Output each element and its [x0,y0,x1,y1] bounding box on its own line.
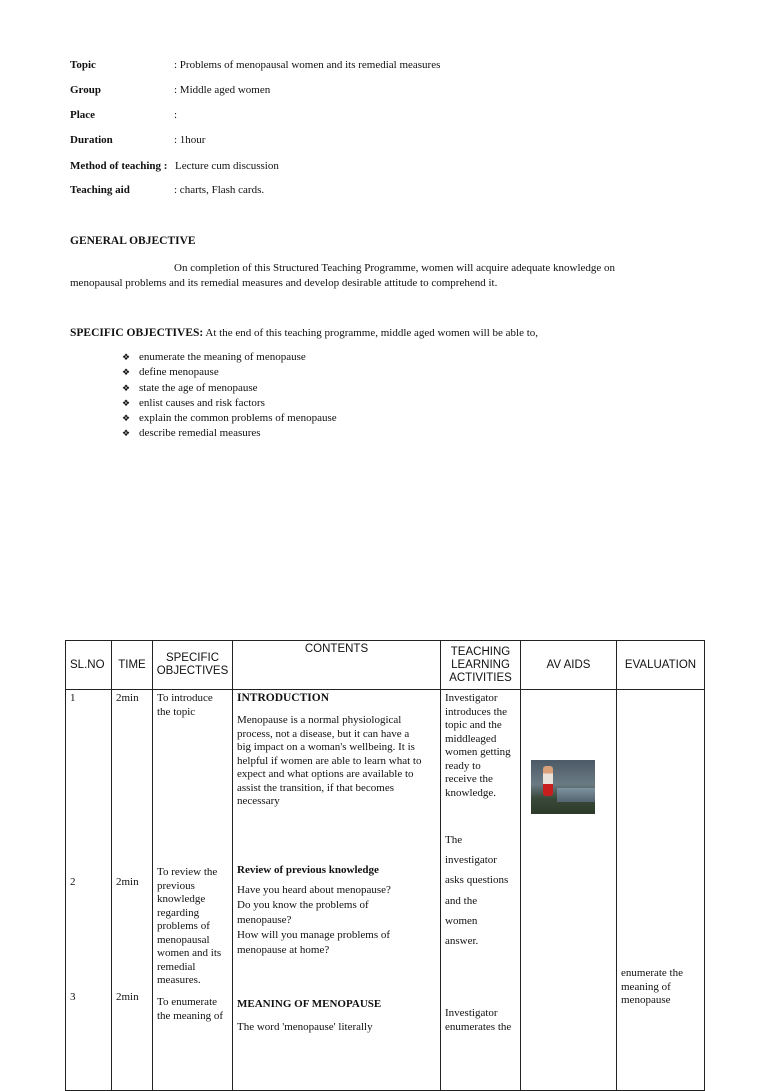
meaning-text: The word 'menopause' literally [237,1021,373,1033]
table-row [66,690,705,1091]
general-objective-heading: GENERAL OBJECTIVE [70,235,196,247]
meta-value-duration: : 1hour [174,134,206,146]
objectives-cell [153,690,233,1091]
lesson-plan-table [65,640,705,1091]
meaning-heading: MEANING OF MENOPAUSE [237,998,382,1010]
header-time: TIME [112,641,153,690]
meta-label-duration: Duration [70,134,113,146]
general-objective-line2: menopausal problems and its remedial measures and develop desirable attitude to comprehend it. [70,277,498,289]
diamond-bullet-icon: ❖ [122,368,131,379]
meta-label-method: Method of teaching : [70,160,168,172]
list-item: ❖ explain the common problems of menopause [122,411,337,426]
activity-1: Investigator introduces the topic and the middleaged women getting ready to receive the knowledge. [445,692,511,799]
list-item: ❖ state the age of menopause [122,381,337,396]
sl-no-3: 3 [70,991,76,1003]
meta-value-place: : [174,109,178,121]
general-objective-line1: On completion of this Structured Teaching Programme, women will acquire adequate knowledge on [174,262,616,274]
evaluation-cell [617,690,705,1091]
meta-value-method: Lecture cum discussion [175,160,279,172]
header-av-aids: AV AIDS [521,641,617,690]
activity-2: The investigator asks questions and the women answer. [445,834,509,948]
diamond-bullet-icon: ❖ [122,414,131,425]
list-item: ❖ enlist causes and risk factors [122,396,337,411]
time-cell [112,690,153,1091]
list-item: ❖ describe remedial measures [122,426,337,441]
header-contents: CONTENTS [233,641,441,690]
diamond-bullet-icon: ❖ [122,383,131,394]
header-evaluation: EVALUATION [617,641,705,690]
meta-label-place: Place [70,109,96,121]
activity-3: Investigator enumerates the [445,1007,512,1033]
meta-value-group: : Middle aged women [174,84,271,96]
teaching-activities-cell [441,690,521,1091]
sl-no-2: 2 [70,876,76,888]
meta-label-group: Group [70,84,101,96]
intro-text: Menopause is a normal physiological process, not a disease, but it can have a big impact on a woman's wellbeing. It is helpful if women are able to learn what to expect and what options are available to assist the transition, if that becomes necessary [237,714,422,807]
specific-objectives-paragraph [70,325,538,341]
sl-no-1: 1 [70,692,76,704]
meta-value-topic: : Problems of menopausal women and its remedial measures [174,59,441,71]
meta-label-topic: Topic [70,59,96,71]
specific-objectives-heading: SPECIFIC OBJECTIVES: [70,327,204,339]
diamond-bullet-icon: ❖ [122,429,131,440]
header-teaching-learning-activities: TEACHING LEARNING ACTIVITIES [441,641,521,690]
time-3: 2min [116,991,139,1003]
time-1: 2min [116,692,139,704]
diamond-bullet-icon: ❖ [122,353,131,363]
specific-objectives-intro: At the end of this teaching programme, middle aged women will be able to, [203,327,539,339]
evaluation-1: enumerate the meaning of menopause [621,967,683,1006]
list-item: ❖ define menopause [122,365,337,380]
objective-1: To introduce the topic [157,692,213,718]
meta-label-teaching-aid: Teaching aid [70,184,130,196]
flash-card-photo [531,760,595,814]
objective-3: To enumerate the meaning of [157,996,223,1022]
header-specific-objectives: SPECIFIC OBJECTIVES [153,641,233,690]
meta-value-teaching-aid: : charts, Flash cards. [174,184,265,196]
diamond-bullet-icon: ❖ [122,398,131,409]
specific-objectives-list [122,350,337,442]
sl-no-cell [66,690,112,1091]
review-text: Have you heard about menopause? Do you know the problems of menopause? How will you manage problems of menopause at home? [237,884,391,956]
contents-cell [233,690,441,1091]
intro-heading: INTRODUCTION [237,692,330,704]
photo-figure [543,766,553,796]
photo-water [557,788,595,802]
table-header-row [66,641,705,690]
av-aids-cell [521,690,617,1091]
objective-2: To review the previous knowledge regarding problems of menopausal women and its remedial measures. [157,866,222,986]
list-item: ❖ enumerate the meaning of menopause [122,350,337,365]
header-sl-no: SL.NO [66,641,112,690]
time-2: 2min [116,876,139,888]
review-heading: Review of previous knowledge [237,864,379,876]
